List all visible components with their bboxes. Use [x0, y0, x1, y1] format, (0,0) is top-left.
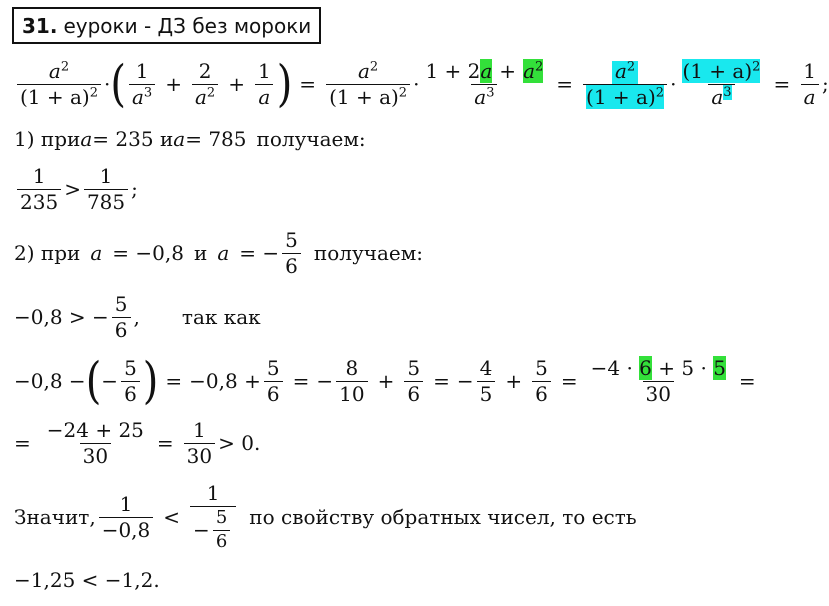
- fraction: $\frac{a^2}{(1 + a)^2}$: [17, 61, 101, 108]
- highlight-cyan: 3: [723, 84, 732, 100]
- fraction: 1 − $\frac{5}{6}$: [190, 483, 236, 552]
- highlight-cyan: $a^2$: [612, 61, 638, 84]
- highlight-green: $a^2$: [523, 58, 544, 83]
- highlight-green: 5: [713, 355, 726, 380]
- fraction: $\frac{2}{a^2}$: [192, 61, 218, 108]
- fraction: $\frac{a^2}{(1 + a)^2}$: [326, 61, 410, 108]
- title-text: еуроки - ДЗ без мороки: [63, 13, 312, 38]
- fraction: $\frac{(1 + a)^2}{a^3}$: [682, 58, 761, 109]
- fraction: $\frac{5}{6}$: [121, 358, 140, 405]
- fraction: $\frac{5}{6}$: [112, 294, 131, 341]
- highlight-cyan: $(1 + a)^2$: [586, 84, 665, 109]
- fraction: $\frac{1}{30}$: [184, 420, 215, 467]
- line-compare-1: $\frac{1}{235}$ > $\frac{1}{785}$ ;: [14, 160, 138, 218]
- fraction: $\frac{-24 + 25}{30}$: [46, 417, 144, 468]
- highlight-green: 6: [639, 355, 652, 380]
- line-compare-2: −0,8 > − $\frac{5}{6}$ , так как: [14, 291, 261, 342]
- line-case-1: 1) при a = 235 и a = 785 получаем:: [14, 127, 366, 151]
- line-result: = $\frac{-24 + 25}{30}$ = $\frac{1}{30}$ > 0.: [14, 417, 261, 468]
- fraction: $\frac{8}{10}$: [336, 358, 367, 405]
- line-conclusion: Значит, $\frac{1}{-0,8}$ < 1 − $\frac{5}{6}$ по свойству обратных чисел, то есть: [14, 480, 637, 552]
- line-case-2: 2) при a = −0,8 и a = − $\frac{5}{6}$ получаем:: [14, 227, 423, 278]
- highlight-cyan: $(1 + a)^2$: [682, 58, 761, 83]
- fraction: $\frac{1}{a}$: [800, 61, 819, 108]
- highlight-green: a: [480, 58, 493, 83]
- fraction: $\frac{1 + 2a + a^2}{a^3}$: [425, 58, 544, 109]
- fraction: $\frac{5}{6}$: [404, 358, 423, 405]
- fraction: $\frac{4}{5}$: [477, 358, 496, 405]
- task-number: 31.: [22, 13, 58, 38]
- line-final: −1,25 < −1,2.: [14, 568, 160, 592]
- fraction: $\frac{1}{a}$: [255, 61, 274, 108]
- fraction: $\frac{1}{785}$: [84, 166, 128, 213]
- equation-row-1: $\frac{a^2}{(1 + a)^2}$ · ( $\frac{1}{a^3}$ + $\frac{2}{a^2}$ + $\frac{1}{a}$ ) = $\frac{a^2}{(1 + a)^2}$ · $\frac{1 + 2a + a^2}{a^3}$ = $\frac{a^2}{(1 + a)^2}$ · $\frac{(1 + a)^2}{a^3}$ = $\frac{1}{a}$ ;: [14, 50, 829, 118]
- fraction: $\frac{-4 \cdot 6 + 5 \cdot 5}{30}$: [590, 355, 726, 406]
- title-box: [12, 7, 321, 44]
- line-calculation: −0,8 − ( − $\frac{5}{6}$ ) = −0,8 + $\frac{5}{6}$ = − $\frac{8}{10}$ + $\frac{5}{6}$ = − $\frac{4}{5}$ + $\frac{5}{6}$ = $\frac{-4 \cdot 6 + 5 \cdot 5}{30}$ =: [14, 352, 756, 410]
- fraction: $\frac{1}{a^3}$: [129, 61, 155, 108]
- fraction: $\frac{5}{6}$: [282, 230, 301, 277]
- fraction: $\frac{1}{235}$: [17, 166, 61, 213]
- fraction: $\frac{5}{6}$: [532, 358, 551, 405]
- fraction: $\frac{1}{-0,8}$: [99, 494, 154, 541]
- fraction: [583, 58, 667, 109]
- fraction: $\frac{5}{6}$: [264, 358, 283, 405]
